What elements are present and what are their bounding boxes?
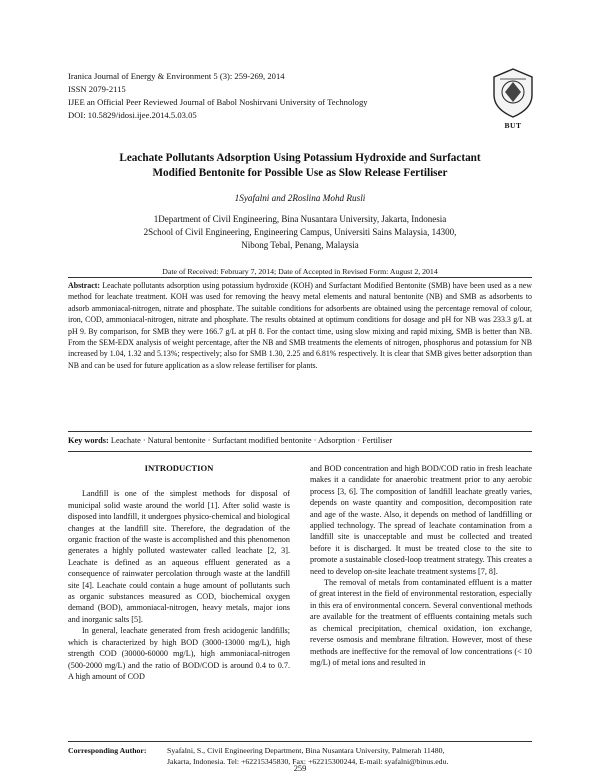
intro-paragraph-2: In general, leachate generated from fresh acidogenic landfills; which is characterized by high BOD (3000-13000 mg/L), high strength COD (30000-60000 mg/L), high ammoniacal-nitrogen (500-2000 mg/L) and the ratio of BOD/COD is around 0.4 to 0.7. A high amount of COD: [68, 626, 290, 681]
right-column: [310, 463, 532, 668]
title-line-1: Leachate Pollutants Adsorption Using Potassium Hydroxide and Surfactant: [119, 152, 481, 164]
intro-paragraph-4: The removal of metals from contaminated effluent is a matter of great interest in the field of environmental restoration, especially in this era of environmental concern. Several conventional methods are available for the treatment of effluents containing metals such as chemical precipitation, chemical oxidation, ion exchange, reverse osmosis and membrane filtration. However, most of these methods are ineffective for the removal of low concentrations (< 10 mg/L) of metal ions and resulted in: [310, 578, 532, 667]
abstract-bottom-rule: [68, 431, 532, 432]
affiliation-2-line-1: 2School of Civil Engineering, Engineering Campus, Universiti Sains Malaysia, 14300,: [143, 227, 457, 237]
title-line-2: Modified Bentonite for Possible Use as Slow Release Fertiliser: [152, 167, 448, 179]
keywords: [68, 436, 538, 445]
introduction-heading: INTRODUCTION: [144, 463, 214, 473]
intro-paragraph-1: Landfill is one of the simplest methods for disposal of municipal solid waste around the world [1]. After solid waste is disposed into landfill, it undergoes physico-chemical and biological changes at the landfill site. Therefore, the degradation of the organic fraction of the waste is accomplished and this phenomenon generates a highly polluted wastewater called leachate [2, 3]. Leachate is defined as an aqueous effluent generated as a consequence of rainwater percolation through waste at the landfill site [4]. Leachate could contain a huge amount of pollutants such as organic substances measured as COD, biochemical oxygen demand (BOD), ammoniacal-nitrogen, heavy metals, major ions and inorganic salts [5].: [68, 489, 290, 624]
keywords-text: Leachate · Natural bentonite · Surfactant modified bentonite · Adsorption · Fertiliser: [108, 436, 393, 445]
intro-paragraph-3: and BOD concentration and high BOD/COD ratio in fresh leachate makes it a candidate for anaerobic treatment prior to any aerobic process [3, 6]. The composition of landfill leachate greatly varies, depends on waste quantity and composition, decomposition rate and age of the waste. Also, it depends on method of landfilling or applied technology. The spread of leachate contamination from a landfill site is unacceptable and must be collected and treated before it is discharged. It must be treated close to the site to promote a sustainable closed-loop treatment strategy. This creates a need to develop on-site leachate treatment systems [7, 8].: [310, 464, 532, 576]
journal-publisher: IJEE an Official Peer Reviewed Journal of Babol Noshirvani University of Technology: [68, 97, 368, 107]
received-accepted-dates: Date of Received: February 7, 2014; Date of Accepted in Revised Form: August 2, 2014: [162, 267, 438, 276]
university-logo: [490, 67, 536, 131]
paper-title: [70, 151, 530, 181]
affiliations: [70, 213, 530, 252]
journal-header: [68, 70, 468, 122]
page-number: 259: [293, 764, 307, 773]
abstract-top-rule: [68, 277, 532, 278]
abstract: [68, 280, 532, 371]
journal-doi: DOI: 10.5829/idosi.ijee.2014.5.03.05: [68, 110, 197, 120]
keywords-label: Key words:: [68, 436, 109, 445]
affiliation-2-line-2: Nibong Tebal, Penang, Malaysia: [241, 240, 359, 250]
university-emblem-icon: [490, 67, 536, 119]
journal-issn: ISSN 2079-2115: [68, 84, 126, 94]
author-list: 1Syafalni and 2Roslina Mohd Rusli: [234, 193, 366, 203]
corresponding-line-1: Syafalni, S., Civil Engineering Department, Bina Nusantara University, Palmerah 11480,: [167, 746, 445, 755]
footer-rule: [68, 741, 532, 742]
corresponding-line-2: Jakarta, Indonesia. Tel: +62215345830, Fax: +62215300244, E-mail: syafalni@binus.edu.: [167, 757, 449, 766]
abstract-text: Leachate pollutants adsorption using potassium hydroxide (KOH) and Surfactant Modified Bentonite (SMB) have been used as a new method for leachate treatment. KOH was used for removing the heavy metal elements and natural bentonite (NB) and SMB as adsorbents to adsorb ammoniacal-nitrogen, nitrate and phosphate. The suitable conditions for adsorbents are obtained using the percentage removal of colour, iron, COD, ammoniacal-nitrogen, nitrate and phosphate. The results obtained at optimum conditions for dosage and pH for NB was 233.3 g/L at pH 9. By comparison, for SMB they were 166.7 g/L at pH 8. For the contact time, using slow mixing and rapid mixing, SMB is better than NB. From the SEM-EDX analysis of weight percentage, after the NB and SMB treatments the elements of nitrogen, phosphorus and potassium for NB increased by 1.04, 1.32 and 5.13%; respectively; also for SMB 1.30, 2.25 and 6.81% respectively. It is clear that SMB gives better adsorption than NB and can be used for future application as a slow release fertiliser for plants.: [68, 281, 532, 370]
journal-citation: Iranica Journal of Energy & Environment 5 (3): 259-269, 2014: [68, 71, 285, 81]
affiliation-1: 1Department of Civil Engineering, Bina Nusantara University, Jakarta, Indonesia: [153, 214, 447, 224]
logo-label: BUT: [504, 121, 522, 130]
abstract-label: Abstract:: [68, 281, 100, 290]
corresponding-author-label: Corresponding Author:: [68, 746, 147, 755]
left-column: [68, 463, 290, 682]
keywords-bottom-rule: [68, 451, 532, 452]
